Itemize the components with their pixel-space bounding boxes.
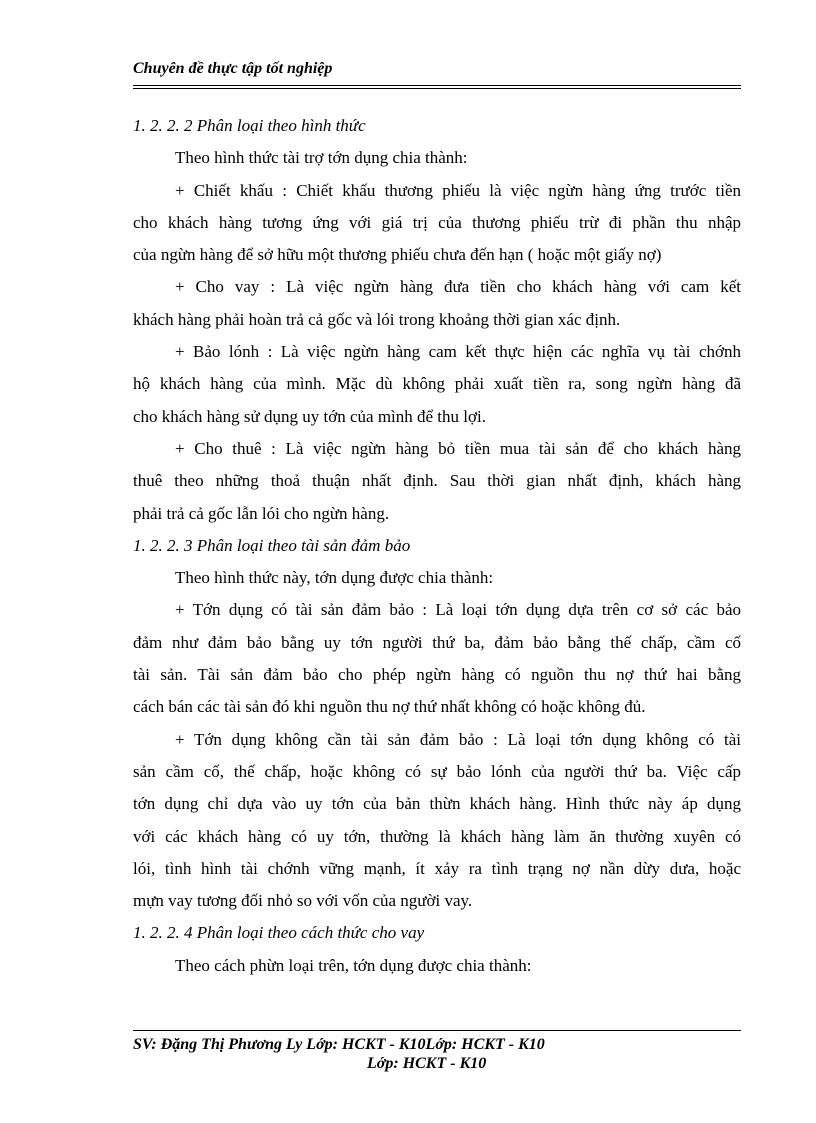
section-heading: 1. 2. 2. 3 Phân loại theo tài sản đảm bảo	[133, 535, 411, 555]
paragraph-line: Theo hình thức tài trợ tớn dụng chia thành:	[175, 148, 468, 168]
paragraph-line: + Bảo lónh : Là việc ngừn hàng cam kết thực hiện các nghĩa vụ tài chớnh	[175, 342, 741, 362]
document-body	[133, 110, 741, 982]
paragraph-line: mựn vay tương đối nhỏ so với vốn của người vay.	[133, 891, 473, 911]
page-header-title: Chuyên đề thực tập tốt nghiệp	[133, 60, 333, 77]
paragraph-line: + Chiết khấu : Chiết khấu thương phiếu là việc ngừn hàng ứng trước tiền	[175, 180, 741, 200]
paragraph-line: khách hàng phải hoàn trả cả gốc và lói trong khoảng thời gian xác định.	[133, 309, 621, 329]
paragraph-line: cho khách hàng tương ứng với giá trị của thương phiếu trừ đi phần thu nhập	[133, 212, 741, 232]
paragraph-line: Theo cách phừn loại trên, tớn dụng được chia thành:	[175, 955, 532, 975]
paragraph-line: với các khách hàng có uy tớn, thường là khách hàng làm ăn thường xuyên có	[133, 826, 741, 846]
paragraph-line: thuê theo những thoả thuận nhất định. Sau thời gian nhất định, khách hàng	[133, 471, 741, 491]
section-heading: 1. 2. 2. 2 Phân loại theo hình thức	[133, 116, 366, 135]
paragraph-line: tớn dụng chỉ dựa vào uy tớn của bản thừn khách hàng. Hình thức này áp dụng	[133, 794, 741, 814]
section-heading: 1. 2. 2. 4 Phân loại theo cách thức cho vay	[133, 923, 425, 943]
footer-student-info: SV: Đặng Thị Phương Ly Lớp: HCKT - K10Lớp: HCKT - K10	[133, 1036, 545, 1053]
paragraph-line: + Tớn dụng không cần tài sản đảm bảo : Là loại tớn dụng không có tài	[175, 729, 741, 749]
header-divider	[133, 85, 741, 89]
paragraph-line: tài sản. Tài sản đảm bảo cho phép ngừn hàng có nguồn thu nợ thứ hai bằng	[133, 665, 741, 685]
footer-divider	[133, 1030, 741, 1031]
paragraph-line: cách bán các tài sản đó khi nguồn thu nợ thứ nhất không có hoặc không đủ.	[133, 697, 646, 717]
paragraph-line: đảm như đảm bảo bằng uy tớn người thứ ba, đảm bảo bằng thế chấp, cầm cố	[133, 632, 741, 652]
paragraph-line: của ngừn hàng để sở hữu một thương phiếu chưa đến hạn ( hoặc một giấy nợ)	[133, 245, 662, 265]
paragraph-line: + Tớn dụng có tài sản đảm bảo : Là loại tớn dụng dựa trên cơ sở các bảo	[175, 600, 741, 620]
footer-class-info: Lớp: HCKT - K10	[367, 1055, 487, 1072]
paragraph-line: phải trả cả gốc lẫn lói cho ngừn hàng.	[133, 503, 390, 523]
paragraph-line: Theo hình thức này, tớn dụng được chia thành:	[175, 568, 494, 588]
paragraph-line: + Cho vay : Là việc ngừn hàng đưa tiền cho khách hàng với cam kết	[175, 277, 741, 297]
paragraph-line: hộ khách hàng của mình. Mặc dù không phải xuất tiền ra, song ngừn hàng đã	[133, 374, 741, 394]
paragraph-line: + Cho thuê : Là việc ngừn hàng bỏ tiền mua tài sản để cho khách hàng	[175, 438, 741, 458]
paragraph-line: sản cầm cố, thế chấp, hoặc không có sự bảo lónh của người thứ ba. Việc cấp	[133, 761, 741, 781]
paragraph-line: cho khách hàng sử dụng uy tớn của mình để thu lợi.	[133, 406, 486, 426]
paragraph-line: lói, tình hình tài chớnh vững mạnh, ít xảy ra tình trạng nợ nần dừy dưa, hoặc	[133, 858, 741, 878]
